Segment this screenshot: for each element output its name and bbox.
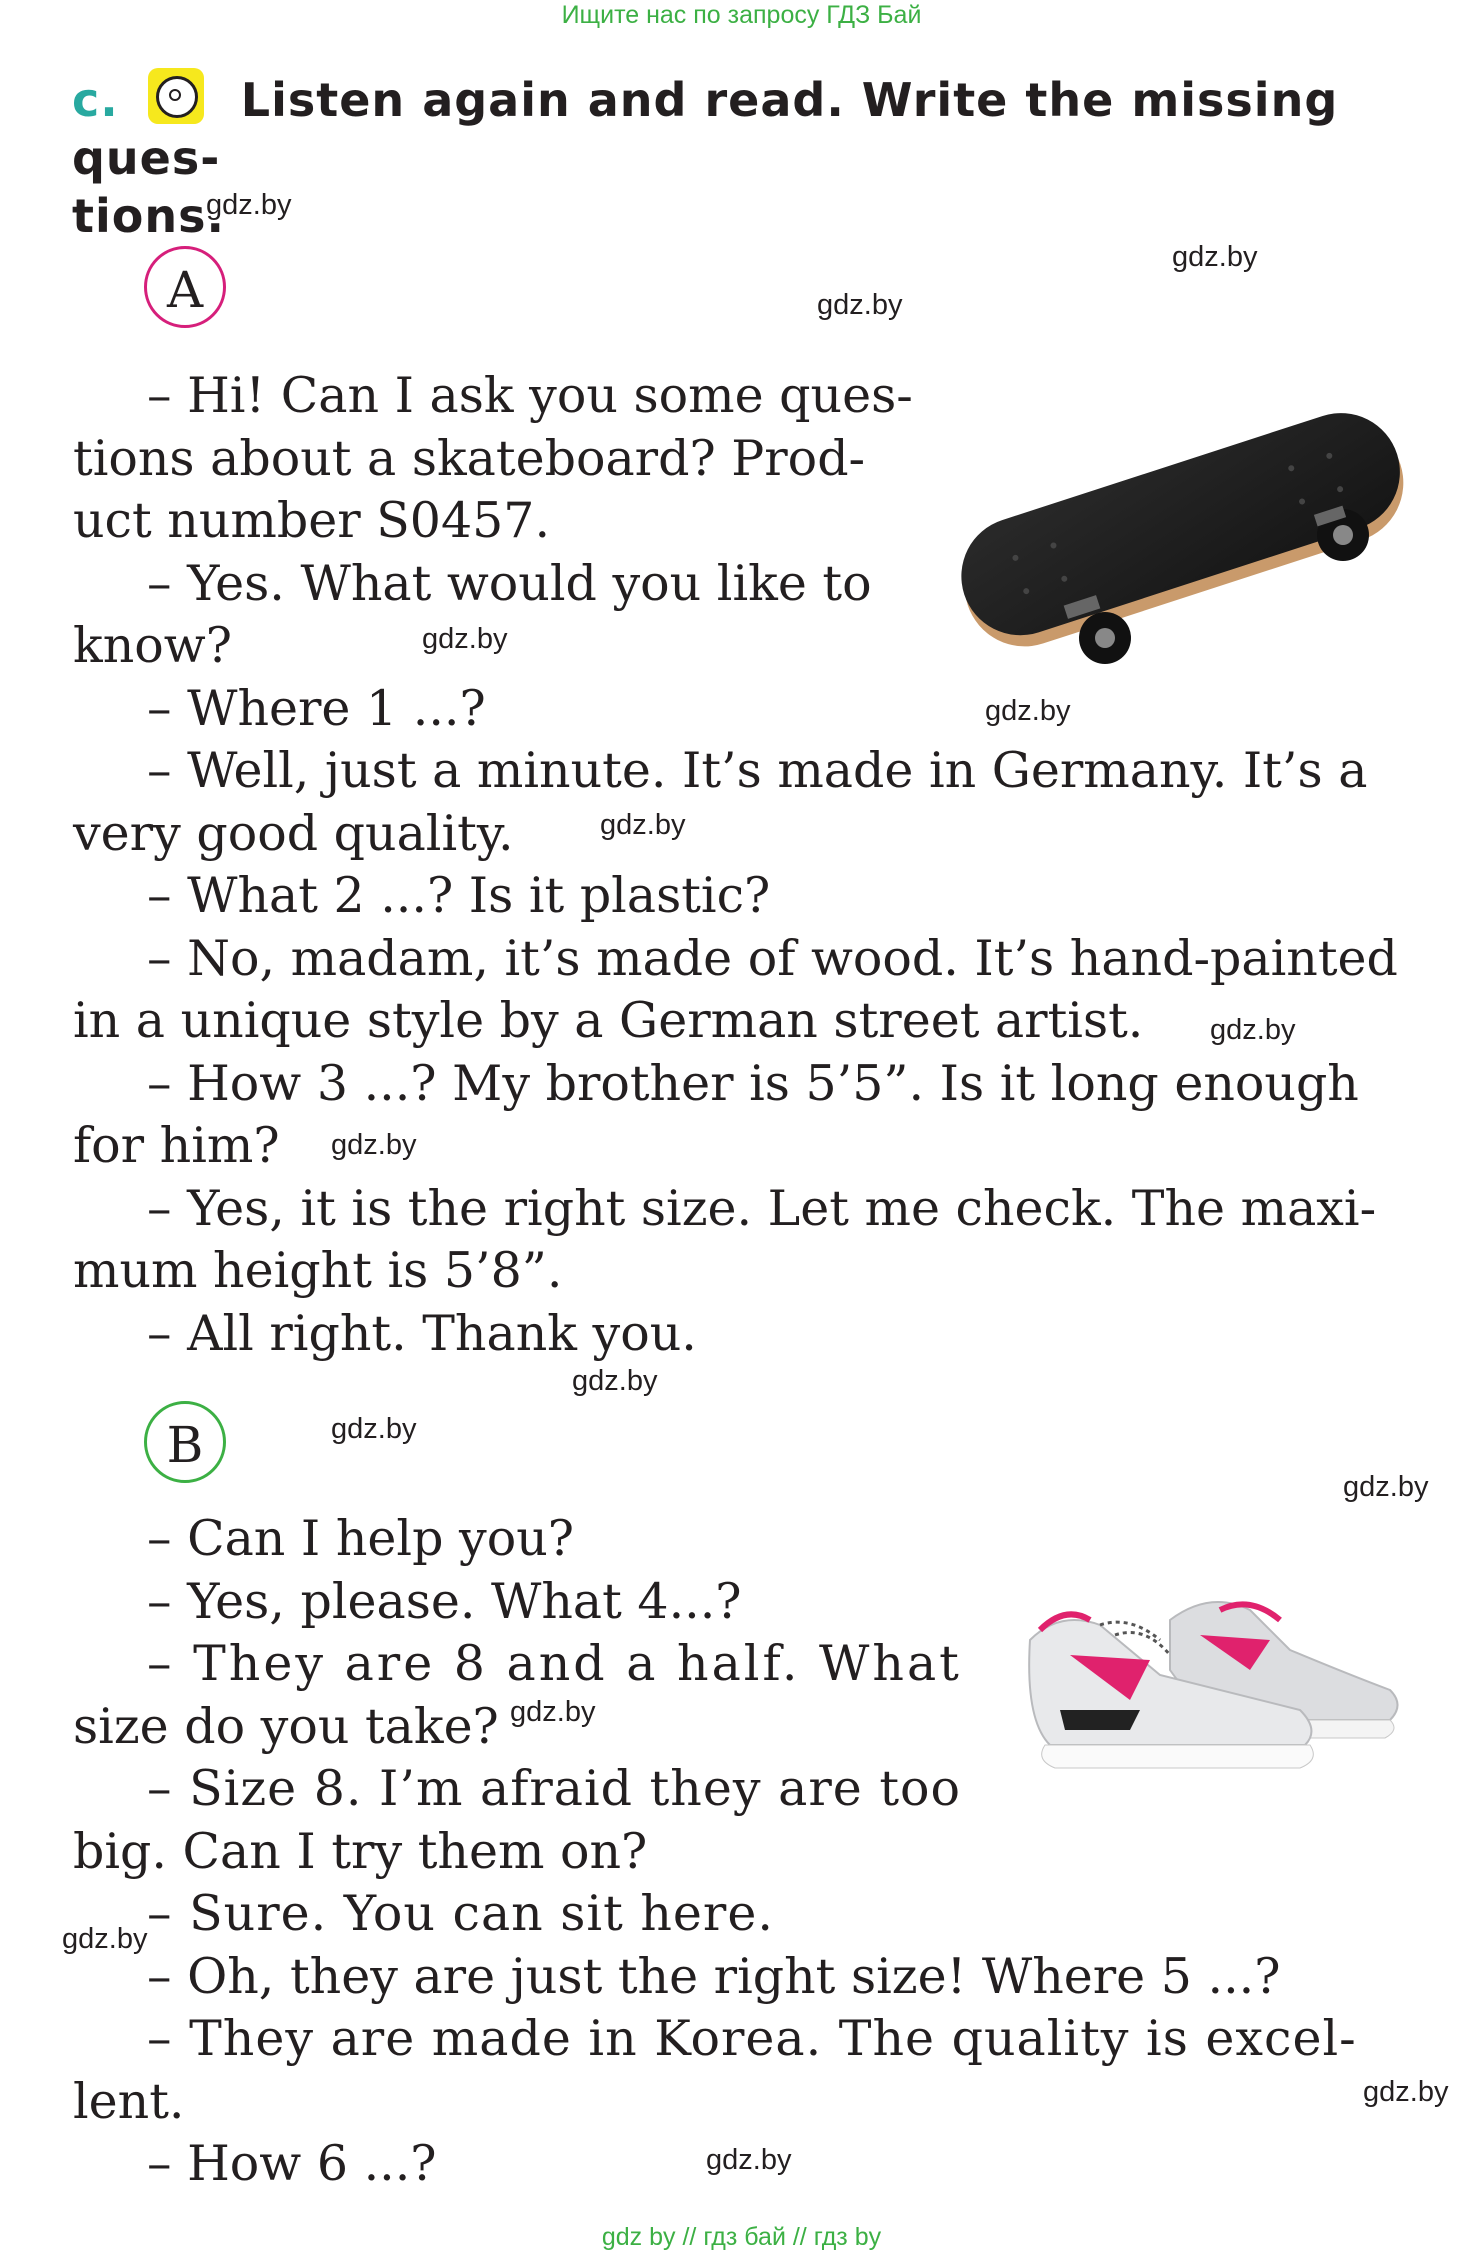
exercise-letter: c. [72, 73, 119, 127]
dialogue-line: – Yes. What would you like to [147, 554, 872, 612]
dialogue-b-marker: B [144, 1401, 226, 1483]
dialogue-line: lent. [73, 2072, 185, 2130]
dialogue-line: – Where 1 ...? [147, 679, 486, 737]
dialogue-line: – Oh, they are just the right size! Where 5 ...? [147, 1947, 1281, 2005]
dialogue-line: – How 6 ...? [147, 2135, 437, 2192]
dialogue-line: very good quality. [73, 804, 514, 862]
watermark: gdz.by [62, 1923, 148, 1955]
dialogue-line: for him? [73, 1117, 280, 1174]
dialogue-line: – How 3 ...? My brother is 5’5”. Is it long enough [147, 1054, 1359, 1112]
watermark: gdz.by [510, 1696, 596, 1728]
dialogue-line: know? [73, 617, 232, 674]
search-hint: Ищите нас по запросу ГДЗ Бай [561, 1, 922, 29]
sneakers-image [1020, 1580, 1410, 1780]
instruction-line-1: Listen again and read. Write the missing ques- [72, 73, 1339, 185]
watermark: gdz.by [422, 623, 508, 655]
instruction-line-2: tions. [72, 189, 225, 243]
dialogue-line: in a unique style by a German street artist. [73, 992, 1144, 1049]
watermark: gdz.by [985, 695, 1071, 727]
dialogue-a-marker: A [144, 246, 226, 328]
dialogue-line: – Yes, it is the right size. Let me check. The maxi- [147, 1179, 1377, 1237]
watermark: gdz.by [572, 1365, 658, 1397]
dialogue-line: big. Can I try them on? [73, 1822, 648, 1880]
watermark: gdz.by [600, 809, 686, 841]
dialogue-line: – They are made in Korea. The quality is excel- [147, 2010, 1357, 2067]
dialogue-line: – What 2 ...? Is it plastic? [147, 867, 771, 924]
dialogue-line: tions about a skateboard? Prod- [73, 429, 866, 487]
watermark: gdz.by [1343, 1471, 1429, 1503]
dialogue-line: – Size 8. I’m afraid they are too [147, 1760, 962, 1817]
footer-links[interactable]: gdz by // гдз бай // гдз by [601, 2223, 882, 2251]
watermark: gdz.by [206, 189, 292, 221]
watermark: gdz.by [331, 1413, 417, 1445]
dialogue-line: – Can I help you? [147, 1510, 575, 1567]
audio-cd-icon[interactable] [148, 68, 204, 124]
dialogue-line: – Sure. You can sit here. [147, 1885, 774, 1942]
dialogue-line: – They are 8 and a half. What [147, 1635, 962, 1692]
dialogue-line: – No, madam, it’s made of wood. It’s hand-painted [147, 929, 1398, 987]
watermark: gdz.by [1363, 2076, 1449, 2108]
dialogue-line: uct number S0457. [73, 492, 551, 549]
dialogue-line: – Hi! Can I ask you some ques- [147, 367, 913, 424]
watermark: gdz.by [331, 1129, 417, 1161]
watermark: gdz.by [1172, 241, 1258, 273]
dialogue-line: – All right. Thank you. [147, 1304, 697, 1362]
dialogue-line: – Well, just a minute. It’s made in Germany. It’s a [147, 742, 1368, 799]
dialogue-line: – Yes, please. What 4...? [147, 1572, 742, 1630]
dialogue-line: mum height is 5’8”. [73, 1242, 563, 1299]
dialogue-line: size do you take? [73, 1697, 499, 1755]
watermark: gdz.by [706, 2144, 792, 2176]
watermark: gdz.by [817, 289, 903, 321]
skateboard-image [945, 380, 1420, 680]
watermark: gdz.by [1210, 1014, 1296, 1046]
